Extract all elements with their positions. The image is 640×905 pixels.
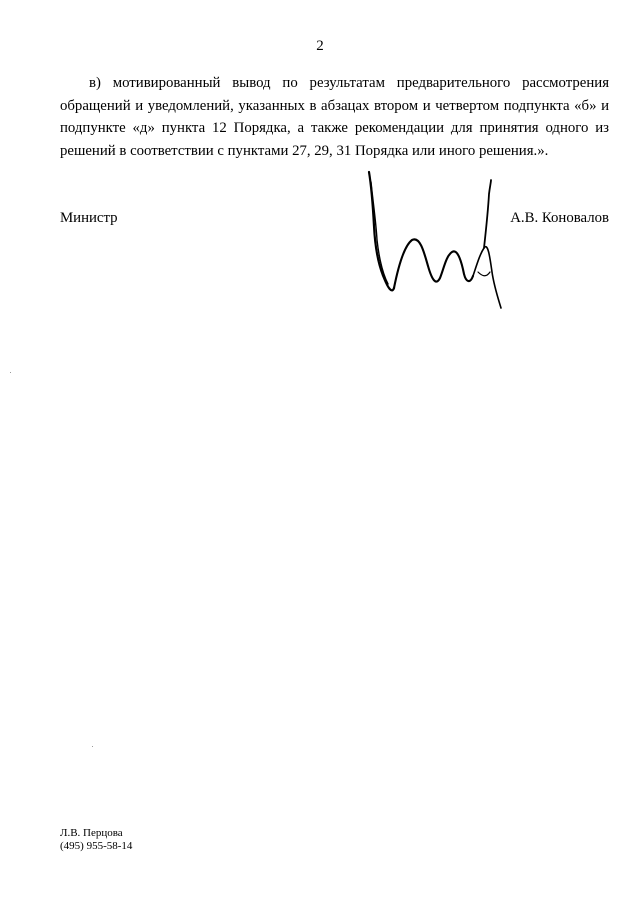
executor-name: Л.В. Перцова — [60, 827, 123, 839]
executor-info — [60, 827, 132, 853]
signer-name: А.В. Коновалов — [510, 210, 609, 226]
handwritten-signature-icon — [360, 168, 510, 310]
signer-title: Министр — [60, 210, 118, 226]
page-number: 2 — [316, 38, 324, 54]
scan-speck — [10, 372, 11, 373]
scan-speck — [92, 746, 93, 747]
executor-phone: (495) 955-58-14 — [60, 840, 133, 852]
body-paragraph: в) мотивированный вывод по результатам предварительного рассмотрения обращений и уведомлений, указанных в абзацах втором и четвертом подпункта «б» и подпункте «д» пункта 12 Порядка, а также рекомендации для принятия одного из решений в соответствии с пунктами 27, 29, 31 Порядка или иного решения.». — [60, 75, 609, 159]
signature-block — [60, 210, 609, 234]
